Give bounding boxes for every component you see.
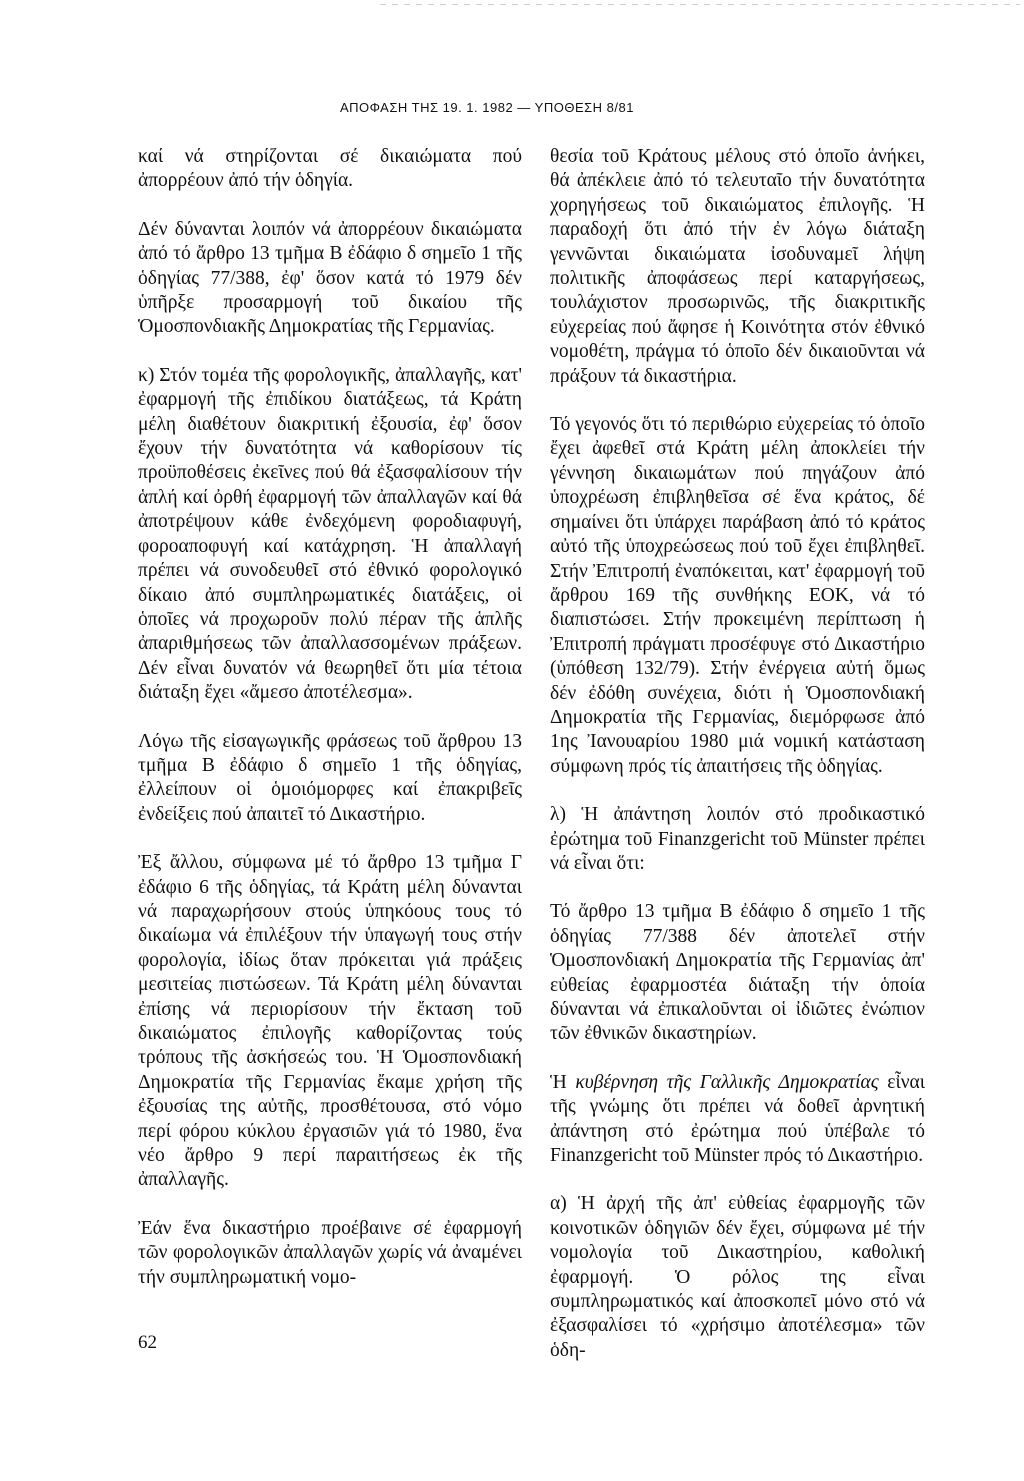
paragraph: α) Ἡ ἀρχή τῆς ἀπ' εὐθείας ἐφαρμογῆς τῶν κοινοτικῶν ὁδηγιῶν δέν ἔχει, σύμφωνα μέ τήν νομολογία τοῦ Δικαστηρίου, καθολική ἐφαρμογή. Ὁ ρόλος της εἶναι συμπληρωματικός καί ἀποσκοπεῖ μόνο στό νά ἐξασφαλίσει τό «χρήσιμο ἀποτέλεσμα» τῶν ὁδη- [550, 1193, 925, 1361]
left-column [138, 145, 522, 1314]
paragraph: θεσία τοῦ Κράτους μέλους στό ὁποῖο ἀνήκει, θά ἀπέκλειε ἀπό τό τελευταῖο τήν δυνατότητα χορηγήσεως τοῦ δικαιώματος ἐπιλογῆς. Ἡ παραδοχή ὅτι ἀπό τήν ἐν λόγω διάταξη γεννῶνται δικαιώματα ἰσοδυναμεῖ λήψη πολιτικῆς ἀποφάσεως περί καταργήσεως, τουλάχιστον προσωρινῶς, τῆς διακριτικῆς εὐχερείας πού ἄφησε ἡ Κοινότητα στόν ἐθνικό νομοθέτη, πράγμα τό ὁποῖο δέν δικαιοῦνται νά πράξουν τά δικαστήρια. [550, 146, 925, 387]
paragraph-rest: εἶναι τῆς γνώμης ὅτι πρέπει νά δοθεῖ ἀρνητική ἀπάντηση στό ἐρώτημα πού ὑπέβαλε τό Finanzgericht τοῦ Münster πρός τό Δικαστήριο. [550, 1071, 926, 1167]
paragraph: Τό γεγονός ὅτι τό περιθώριο εὐχερείας τό ὁποῖο ἔχει ἀφεθεῖ στά Κράτη μέλη ἀποκλείει τήν γέννηση δικαιωμάτων πού πηγάζουν ἀπό ὑποχρέωση ἐπιβληθεῖσα σέ ἕνα κράτος, δέ σημαίνει ὅτι ὑπάρχει παράβαση ἀπό τό κράτος αὐτό τῆς ὑποχρεώσεως πού τοῦ ἔχει ἐπιβληθεῖ. Στήν Ἐπιτροπή ἐναπόκειται, κατ' ἐφαρμογή τοῦ ἄρθρου 169 τῆς συνθήκης ΕΟΚ, νά τό διαπιστώσει. Στήν προκειμένη περίπτωση ἡ Ἐπιτροπή πράγματι προσέφυγε στό Δικαστήριο (ὑπόθεση 132/79). Στήν ἐνέργεια αὐτή ὅμως δέν ἐδόθη συνέχεια, διότι ἡ Ὁμοσπονδιακή Δημοκρατία τῆς Γερμανίας, διεμόρφωσε ἀπό 1ης Ἰανουαρίου 1980 μιά νομική κατάσταση σύμφωνη πρός τίς ἀπαιτήσεις τῆς ὁδηγίας. [550, 414, 925, 777]
running-header: ΑΠΟΦΑΣΗ ΤΗΣ 19. 1. 1982 — ΥΠΟΘΕΣΗ 8/81 [340, 100, 634, 115]
paragraph: κ) Στόν τομέα τῆς φορολογικῆς, ἀπαλλαγῆς, κατ' ἐφαρμογή τῆς ἐπιδίκου διατάξεως, τά Κράτη μέλη διαθέτουν διακριτική ἐξουσία, ἐφ' ὅσον ἔχουν τήν δυνατότητα νά καθορίσουν τίς προϋποθέσεις ἐκεῖνες πού θά ἐξασφαλίσουν τήν ἁπλή καί ὀρθή ἐφαρμογή τῶν ἀπαλλαγῶν καί θά ἀποτρέψουν κάθε ἐνδεχόμενη φοροδιαφυγή, φοροαποφυγή καί κατάχρηση. Ἡ ἀπαλλαγή πρέπει νά συνοδευθεῖ στό ἐθνικό φορολογικό δίκαιο ἀπό συμπληρωματικές διατάξεις, οἱ ὁποῖες νά προχωροῦν πολύ πέραν τῆς ἁπλῆς ἀπαριθμήσεως τῶν ἀπαλλασσομένων πράξεων. Δέν εἶναι δυνατόν νά θεωρηθεῖ ὅτι μία τέτοια διάταξη ἔχει «ἄμεσο ἀποτέλεσμα». [138, 364, 522, 704]
paragraph: Ἐάν ἕνα δικαστήριο προέβαινε σέ ἐφαρμογή τῶν φορολογικῶν ἀπαλλαγῶν χωρίς νά ἀναμένει τήν συμπληρωματική νομο- [138, 1217, 522, 1288]
right-column [550, 145, 925, 1387]
paragraph-lead: Ἡ [550, 1071, 576, 1093]
paragraph: Τό ἄρθρο 13 τμῆμα Β ἐδάφιο δ σημεῖο 1 τῆς ὁδηγίας 77/388 δέν ἀποτελεῖ στήν Ὁμοσπονδιακή Δημοκρατία τῆς Γερμανίας ἀπ' εὐθείας ἐφαρμοστέα διάταξη τήν ὁποία δύνανται νά ἐπικαλοῦνται οἱ ἰδιῶτες ἐνώπιον τῶν ἐθνικῶν δικαστηρίων. [550, 901, 925, 1045]
paragraph: Λόγω τῆς εἰσαγωγικῆς φράσεως τοῦ ἄρθρου 13 τμῆμα Β ἐδάφιο δ σημεῖο 1 τῆς ὁδηγίας, ἐλλείπουν οἱ ὁμοιόμορφες καί ἐπακριβεῖς ἐνδείξεις πού ἀπαιτεῖ τό Δικαστήριο. [138, 730, 522, 825]
scan-artifact-line [380, 4, 1020, 5]
italic-phrase: κυβέρνηση τῆς Γαλλικῆς Δημοκρατίας [575, 1071, 879, 1093]
paragraph: λ) Ἡ ἀπάντηση λοιπόν στό προδικαστικό ἐρώτημα τοῦ Finanzgericht τοῦ Münster πρέπει νά εἶναι ὅτι: [550, 804, 925, 874]
paragraph: Ἐξ ἄλλου, σύμφωνα μέ τό ἄρθρο 13 τμῆμα Γ ἐδάφιο 6 τῆς ὁδηγίας, τά Κράτη μέλη δύνανται νά παραχωρήσουν στούς ὑπηκόους τους τό δικαίωμα νά ἐπιλέξουν τήν ὑπαγωγή τους στήν φορολογία, ἰδίως ὅταν πρόκειται γιά πράξεις μεσιτείας πιστώσεων. Τά Κράτη μέλη δύνανται ἐπίσης νά περιορίσουν τήν ἔκταση τοῦ δικαιώματος ἐπιλογῆς καθορίζοντας τούς τρόπους τῆς ἀσκήσεώς του. Ἡ Ὁμοσπονδιακή Δημοκρατία τῆς Γερμανίας ἔκαμε χρήση τῆς ἐξουσίας της αὐτῆς, προσθέτουσα, στό νόμο περί φόρου κύκλου ἐργασιῶν γιά τό 1980, ἕνα νέο ἄρθρο 9 περί παραιτήσεως ἐκ τῆς ἀπαλλαγῆς. [138, 852, 522, 1191]
paragraph: καί νά στηρίζονται σέ δικαιώματα πού ἀπορρέουν ἀπό τήν ὁδηγία. [138, 146, 522, 192]
paragraph [550, 1071, 925, 1169]
paragraph: Δέν δύνανται λοιπόν νά ἀπορρέουν δικαιώματα ἀπό τό ἄρθρο 13 τμῆμα Β ἐδάφιο δ σημεῖο 1 τῆς ὁδηγίας 77/388, ἐφ' ὅσον κατά τό 1979 δέν ὑπῆρξε προσαρμογή τοῦ δικαίου τῆς Ὁμοσπονδιακῆς Δημοκρατίας τῆς Γερμανίας. [138, 218, 522, 338]
page-number: 62 [138, 1332, 157, 1353]
